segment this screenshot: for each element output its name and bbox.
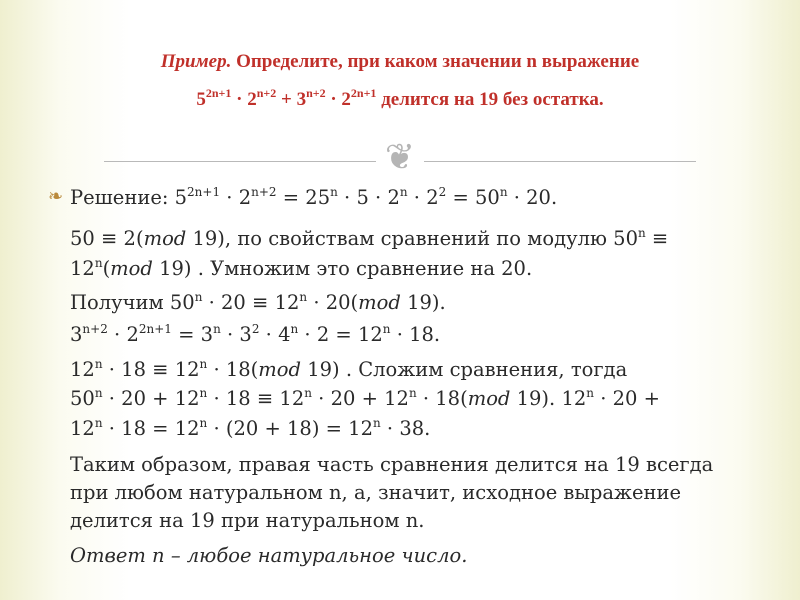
title-tail: делится на 19 без остатка. — [376, 89, 604, 110]
body-line-6: $12^n \cdot 18 \equiv 12^n \cdot 18(mod$ 19) . Сложим сравнения, тогда — [70, 357, 628, 381]
body-line-3: 12$^n$(mod 19) . Умножим это сравнение на 20. — [70, 256, 533, 280]
bullet-icon: ❧ — [48, 186, 64, 207]
answer-line: Ответ n – любое натуральное число. — [70, 544, 468, 567]
slide-title-line-2 — [0, 88, 800, 112]
divider-left — [104, 161, 376, 162]
body-line-2: 50 ≡ 2(mod 19), по свойствам сравнений по модулю $50^n$ ≡ — [70, 226, 669, 250]
body-line-11: делится на 19 при натуральном n. — [70, 509, 425, 532]
body-line-9: Таким образом, правая часть сравнения делится на 19 всегда — [70, 453, 714, 476]
title-text: Определите, при каком значении n выражение — [236, 51, 640, 72]
body-line-5: $3^{n+2} \cdot 2^{2n+1} = 3^n \cdot 3^2 \cdot 4^n \cdot 2 = 12^n \cdot 18$. — [70, 322, 441, 346]
title-prefix: Пример. — [160, 51, 232, 72]
body-line-10: при любом натуральном n, а, значит, исходное выражение — [70, 481, 682, 504]
divider-right — [424, 161, 696, 162]
slide-title-line-1 — [0, 50, 800, 74]
body-line-8: $12^n \cdot 18 = 12^n \cdot (20 + 18) = 12^n \cdot 38$. — [70, 416, 431, 440]
title-expression: $5^{2n+1} \cdot 2^{n+2} + 3^{n+2} \cdot 2^{2n+1}$ — [196, 86, 377, 110]
ornament-icon: ❦ — [384, 137, 416, 178]
body-line-1: Решение: $5^{2n+1} \cdot 2^{n+2} = 25^n \cdot 5 \cdot 2^n \cdot 2^2 = 50^n \cdot 20$. — [70, 185, 558, 209]
body-line-4: Получим $50^n \cdot 20 \equiv 12^n \cdot 20(mod$ 19). — [70, 290, 446, 314]
body-line-7: $50^n \cdot 20 + 12^n \cdot 18 \equiv 12^n \cdot 20 + 12^n \cdot 18(mod$ 19). $12^n \cdot 20$ + — [70, 386, 660, 410]
